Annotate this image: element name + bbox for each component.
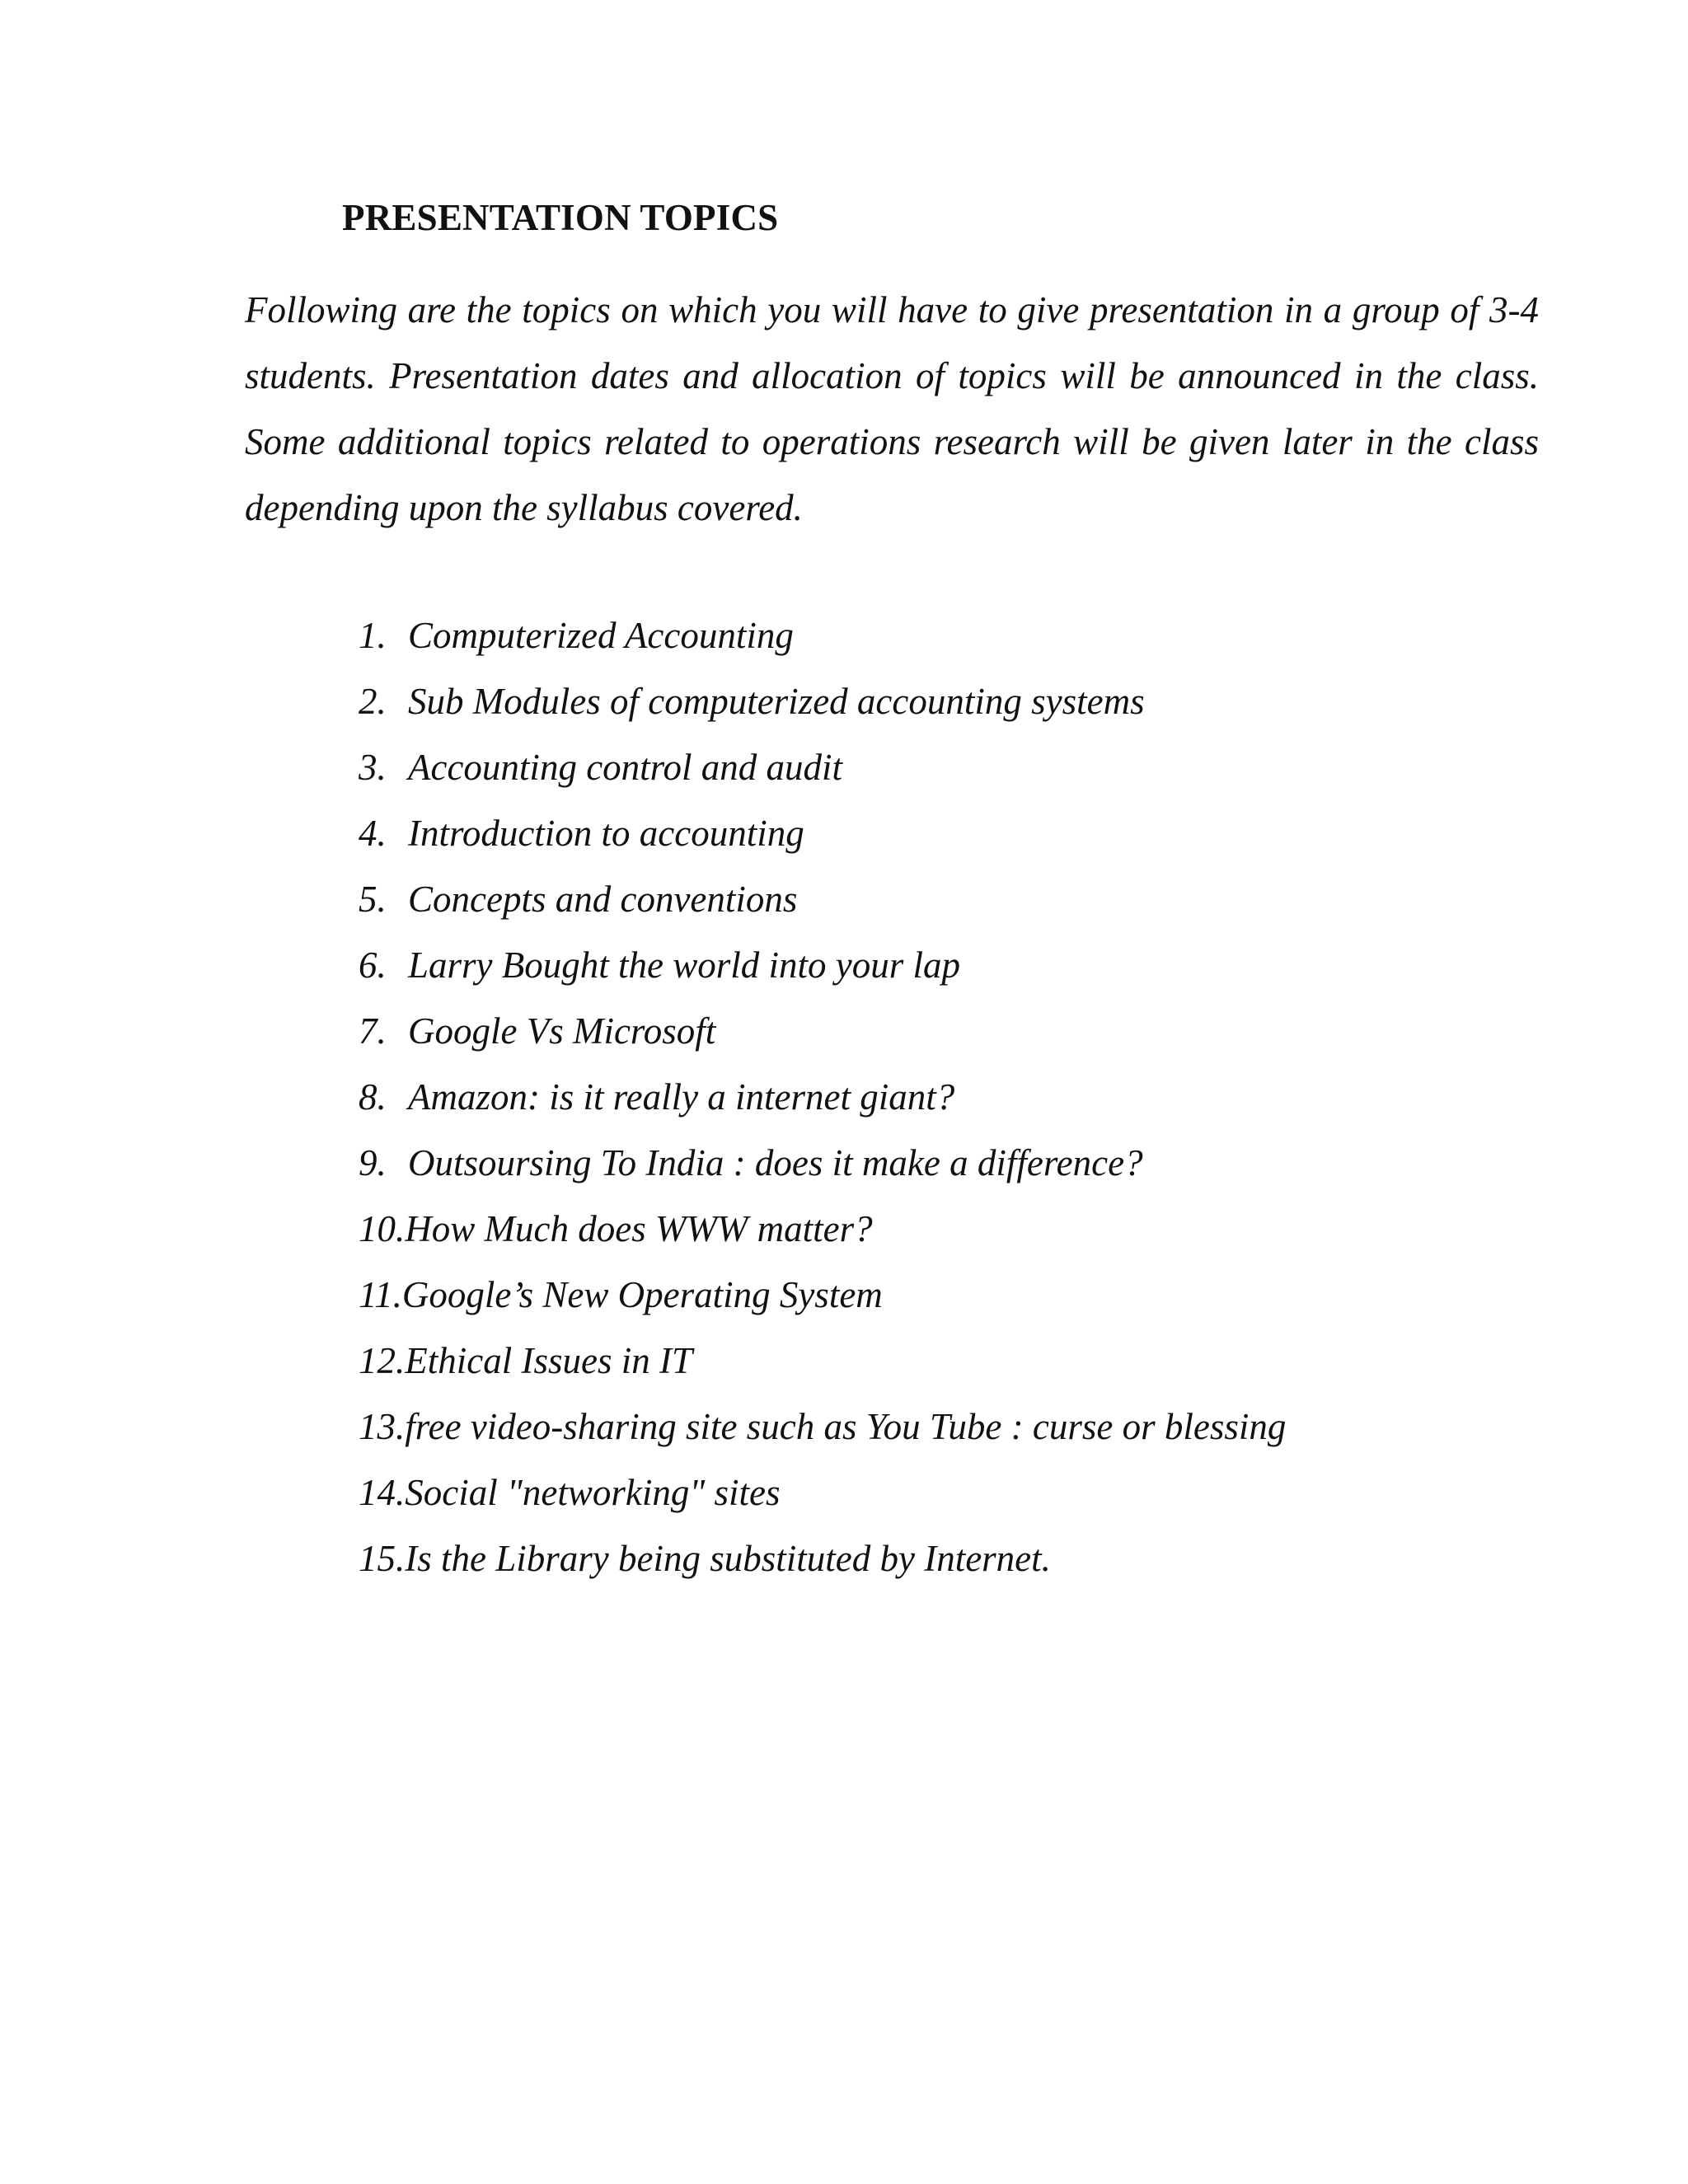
topic-item — [359, 998, 1286, 1064]
topic-text: Social "networking" sites — [405, 1472, 781, 1513]
topic-text: Computerized Accounting — [408, 615, 794, 656]
topic-text: Ethical Issues in IT — [405, 1340, 692, 1381]
topic-item — [359, 668, 1286, 734]
topic-item — [359, 1262, 1286, 1328]
topic-text: Concepts and conventions — [408, 879, 798, 920]
topic-item — [359, 866, 1286, 932]
topic-item — [359, 1130, 1286, 1196]
topic-text: Google’s New Operating System — [401, 1274, 883, 1315]
topic-text: Larry Bought the world into your lap — [408, 944, 961, 986]
topic-item — [359, 1394, 1286, 1460]
topic-number: 1. — [359, 615, 387, 656]
topic-text: Google Vs Microsoft — [408, 1010, 716, 1052]
topic-item — [359, 602, 1286, 668]
topic-list — [359, 602, 1286, 1591]
topic-number: 2. — [359, 681, 387, 722]
topic-text: Outsoursing To India : does it make a difference? — [408, 1142, 1143, 1183]
topic-item — [359, 1196, 1286, 1262]
topic-item — [359, 1064, 1286, 1130]
topic-item — [359, 1328, 1286, 1394]
topic-text: Amazon: is it really a internet giant? — [408, 1076, 955, 1118]
topic-item — [359, 800, 1286, 866]
topic-number: 14. — [359, 1472, 406, 1513]
topic-number: 7. — [359, 1010, 387, 1052]
topic-number: 4. — [359, 813, 387, 854]
topic-number: 3. — [359, 747, 387, 788]
topic-number: 9. — [359, 1142, 387, 1183]
topic-item — [359, 1460, 1286, 1526]
topic-number: 15. — [359, 1538, 406, 1579]
page-title: PRESENTATION TOPICS — [342, 197, 779, 238]
topic-number: 11. — [359, 1274, 402, 1315]
topic-number: 10. — [359, 1208, 406, 1249]
topic-text: free video-sharing site such as You Tube : curse or blessing — [405, 1406, 1287, 1447]
topic-text: Is the Library being substituted by Internet. — [405, 1538, 1051, 1579]
intro-paragraph: Following are the topics on which you will have to give presentation in a group of 3-4 students. Presentation dates and allocation of topics will be announced in the class. Some additional topics related to operations research will be given later in the class depending upon the syllabus covered. — [245, 289, 1539, 528]
topic-item — [359, 734, 1286, 800]
topic-text: Sub Modules of computerized accounting systems — [408, 681, 1145, 722]
topic-text: How Much does WWW matter? — [405, 1208, 873, 1249]
topic-item — [359, 1526, 1286, 1591]
topic-number: 13. — [359, 1406, 406, 1447]
topic-text: Introduction to accounting — [408, 813, 804, 854]
topic-text: Accounting control and audit — [408, 747, 843, 788]
topic-number: 5. — [359, 879, 387, 920]
topic-number: 6. — [359, 944, 387, 986]
topic-number: 8. — [359, 1076, 387, 1118]
topic-number: 12. — [359, 1340, 406, 1381]
topic-item — [359, 932, 1286, 998]
